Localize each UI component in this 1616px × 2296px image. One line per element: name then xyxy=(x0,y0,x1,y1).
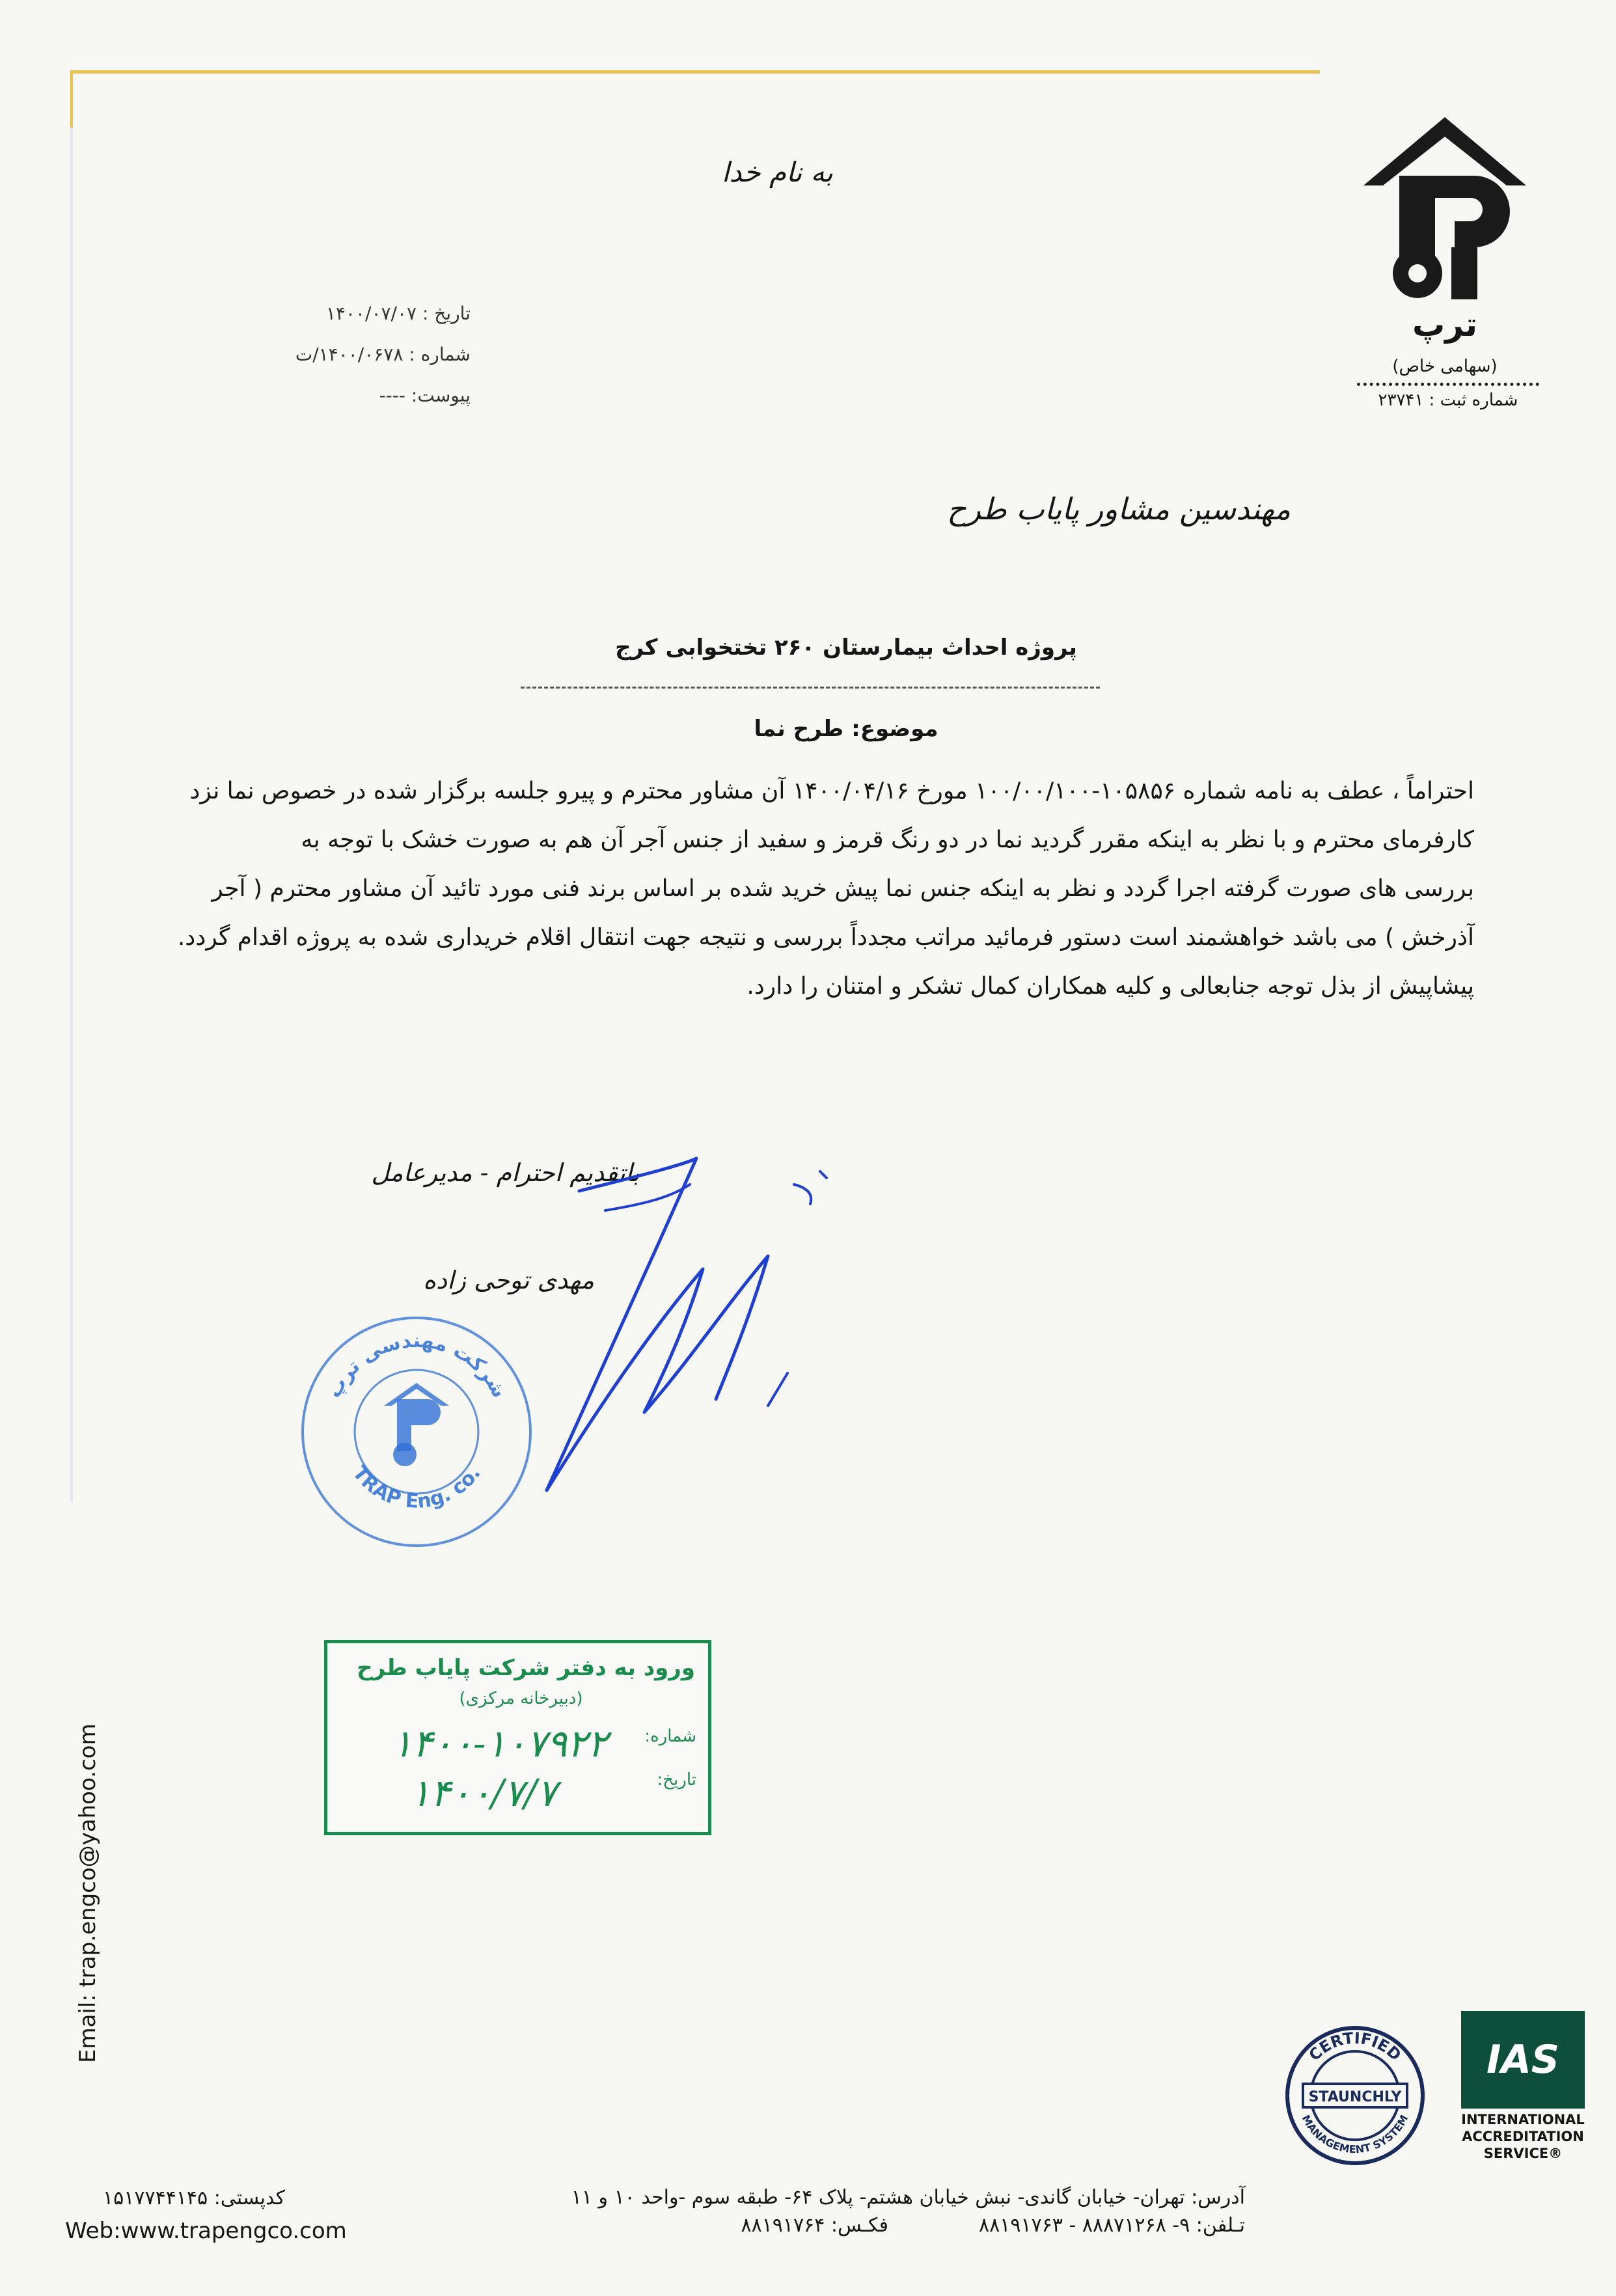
seal-text-bottom: TRAP Eng. co. xyxy=(348,1462,486,1513)
receipt-date-value: ۱۴۰۰/۷/۷ xyxy=(410,1771,557,1815)
company-fax: فکـس: ۸۸۱۹۱۷۶۴ xyxy=(741,2214,888,2237)
recipient: مهندسین مشاور پایاب طرح xyxy=(947,491,1291,526)
body-line: بررسی های صورت گرفته اجرا گردد و نظر به اینکه جنس نما پیش خرید شده بر اساس برند فنی مورد تائید آن مشاور محترم ( آجر xyxy=(212,875,1474,902)
registration-number: شماره ثبت : ۲۳۷۴۱ xyxy=(1378,390,1518,410)
logo-divider xyxy=(1357,383,1539,386)
body-line: احتراماً ، عطف به نامه شماره ۱۰۵۸۵۶-۱۰۰/۰۰/۱۰۰ مورخ ۱۴۰۰/۰۴/۱۶ آن مشاور محترم و پیرو جلسه برگزار شده در خصوص نما نزد xyxy=(189,778,1474,804)
cert-middle-text: STAUNCHLY xyxy=(1308,2089,1402,2105)
letter-attachment: پیوست: ---- xyxy=(379,385,471,406)
letter-date: تاریخ : ۱۴۰۰/۰۷/۰۷ xyxy=(325,303,471,324)
basmala: به نام خدا xyxy=(721,156,833,188)
letter-body xyxy=(163,767,1474,1011)
receipt-subtitle: (دبیرخانه مرکزی) xyxy=(459,1689,583,1708)
company-phone: تـلفن: ۹- ۸۸۸۷۱۲۶۸ - ۸۸۱۹۱۷۶۳ xyxy=(979,2214,1245,2237)
seal-text-top: شرکت مهندسی ترپ xyxy=(322,1329,511,1402)
top-border-line xyxy=(70,70,1320,74)
svg-text:CERTIFIED xyxy=(1306,2029,1405,2065)
ias-caption xyxy=(1461,2111,1585,2162)
receipt-date-label: تاریخ: xyxy=(657,1770,696,1790)
company-seal-icon xyxy=(293,1308,540,1555)
letter-number: شماره : ۱۴۰۰/۰۶۷۸/ت xyxy=(295,344,471,365)
company-address: آدرس: تهران- خیابان گاندی- نبش خیابان هشتم- پلاک ۶۴- طبقه سوم -واحد ۱۰ و ۱۱ xyxy=(571,2186,1245,2209)
letter-subject: موضوع: طرح نما xyxy=(754,716,938,742)
signer-name: مهدی توحی زاده xyxy=(423,1266,594,1294)
ias-line: SERVICE® xyxy=(1483,2146,1563,2161)
cert-bottom-text: MANAGEMENT SYSTEM xyxy=(1299,2112,1411,2156)
body-line: پیشاپیش از بذل توجه جنابعالی و کلیه همکاران کمال تشکر و امتنان را دارد. xyxy=(746,973,1474,1000)
certified-management-system-icon xyxy=(1283,2024,1427,2167)
dashed-separator xyxy=(521,687,1100,689)
ias-line: ACCREDITATION xyxy=(1462,2129,1584,2144)
closing-line: باتقدیم احترام - مدیرعامل xyxy=(371,1158,640,1187)
receipt-number-value: ۱۴۰۰-۱۰۷۹۲۲ xyxy=(392,1721,608,1766)
svg-text:TRAP Eng. co. xyxy=(348,1462,485,1513)
body-line: کارفرمای محترم و با نظر به اینکه مقرر گردید نما در دو رنگ قرمز و سفید از جنس آجر آن هم به صورت خشک با توجه به xyxy=(301,827,1474,853)
left-border-line xyxy=(70,70,73,1502)
body-line: آذرخش ) می باشد خواهشمند است دستور فرمائید مراتب مجدداً بررسی و نتیجه جهت انتقال اقلام خریداری شده به پروژه اقدام گردد. xyxy=(177,924,1474,951)
ias-logo-icon: IAS xyxy=(1461,2011,1585,2109)
company-email: Email: trap.engco@yahoo.com xyxy=(75,1723,101,2063)
phone-fax-line xyxy=(464,2214,1245,2237)
logo-name: ترپ xyxy=(1412,306,1478,344)
project-title: پروژه احداث بیمارستان ۲۶۰ تختخوابی کرج xyxy=(615,635,1077,661)
receipt-stamp xyxy=(324,1640,711,1835)
receipt-title: ورود به دفتر شرکت پایاب طرح xyxy=(357,1655,695,1681)
postal-code: کدپستی: ۱۵۱۷۷۴۴۱۴۵ xyxy=(103,2187,285,2209)
signature-icon xyxy=(534,1106,885,1523)
logo-subtitle: (سهامی خاص) xyxy=(1392,357,1498,376)
ias-accreditation xyxy=(1461,2011,1585,2162)
cert-top-text: CERTIFIED xyxy=(1305,2029,1405,2065)
company-logo-icon xyxy=(1360,114,1529,303)
ias-line: INTERNATIONAL xyxy=(1461,2112,1585,2127)
company-website: Web:www.trapengco.com xyxy=(65,2218,347,2244)
receipt-number-label: شماره: xyxy=(644,1727,696,1746)
